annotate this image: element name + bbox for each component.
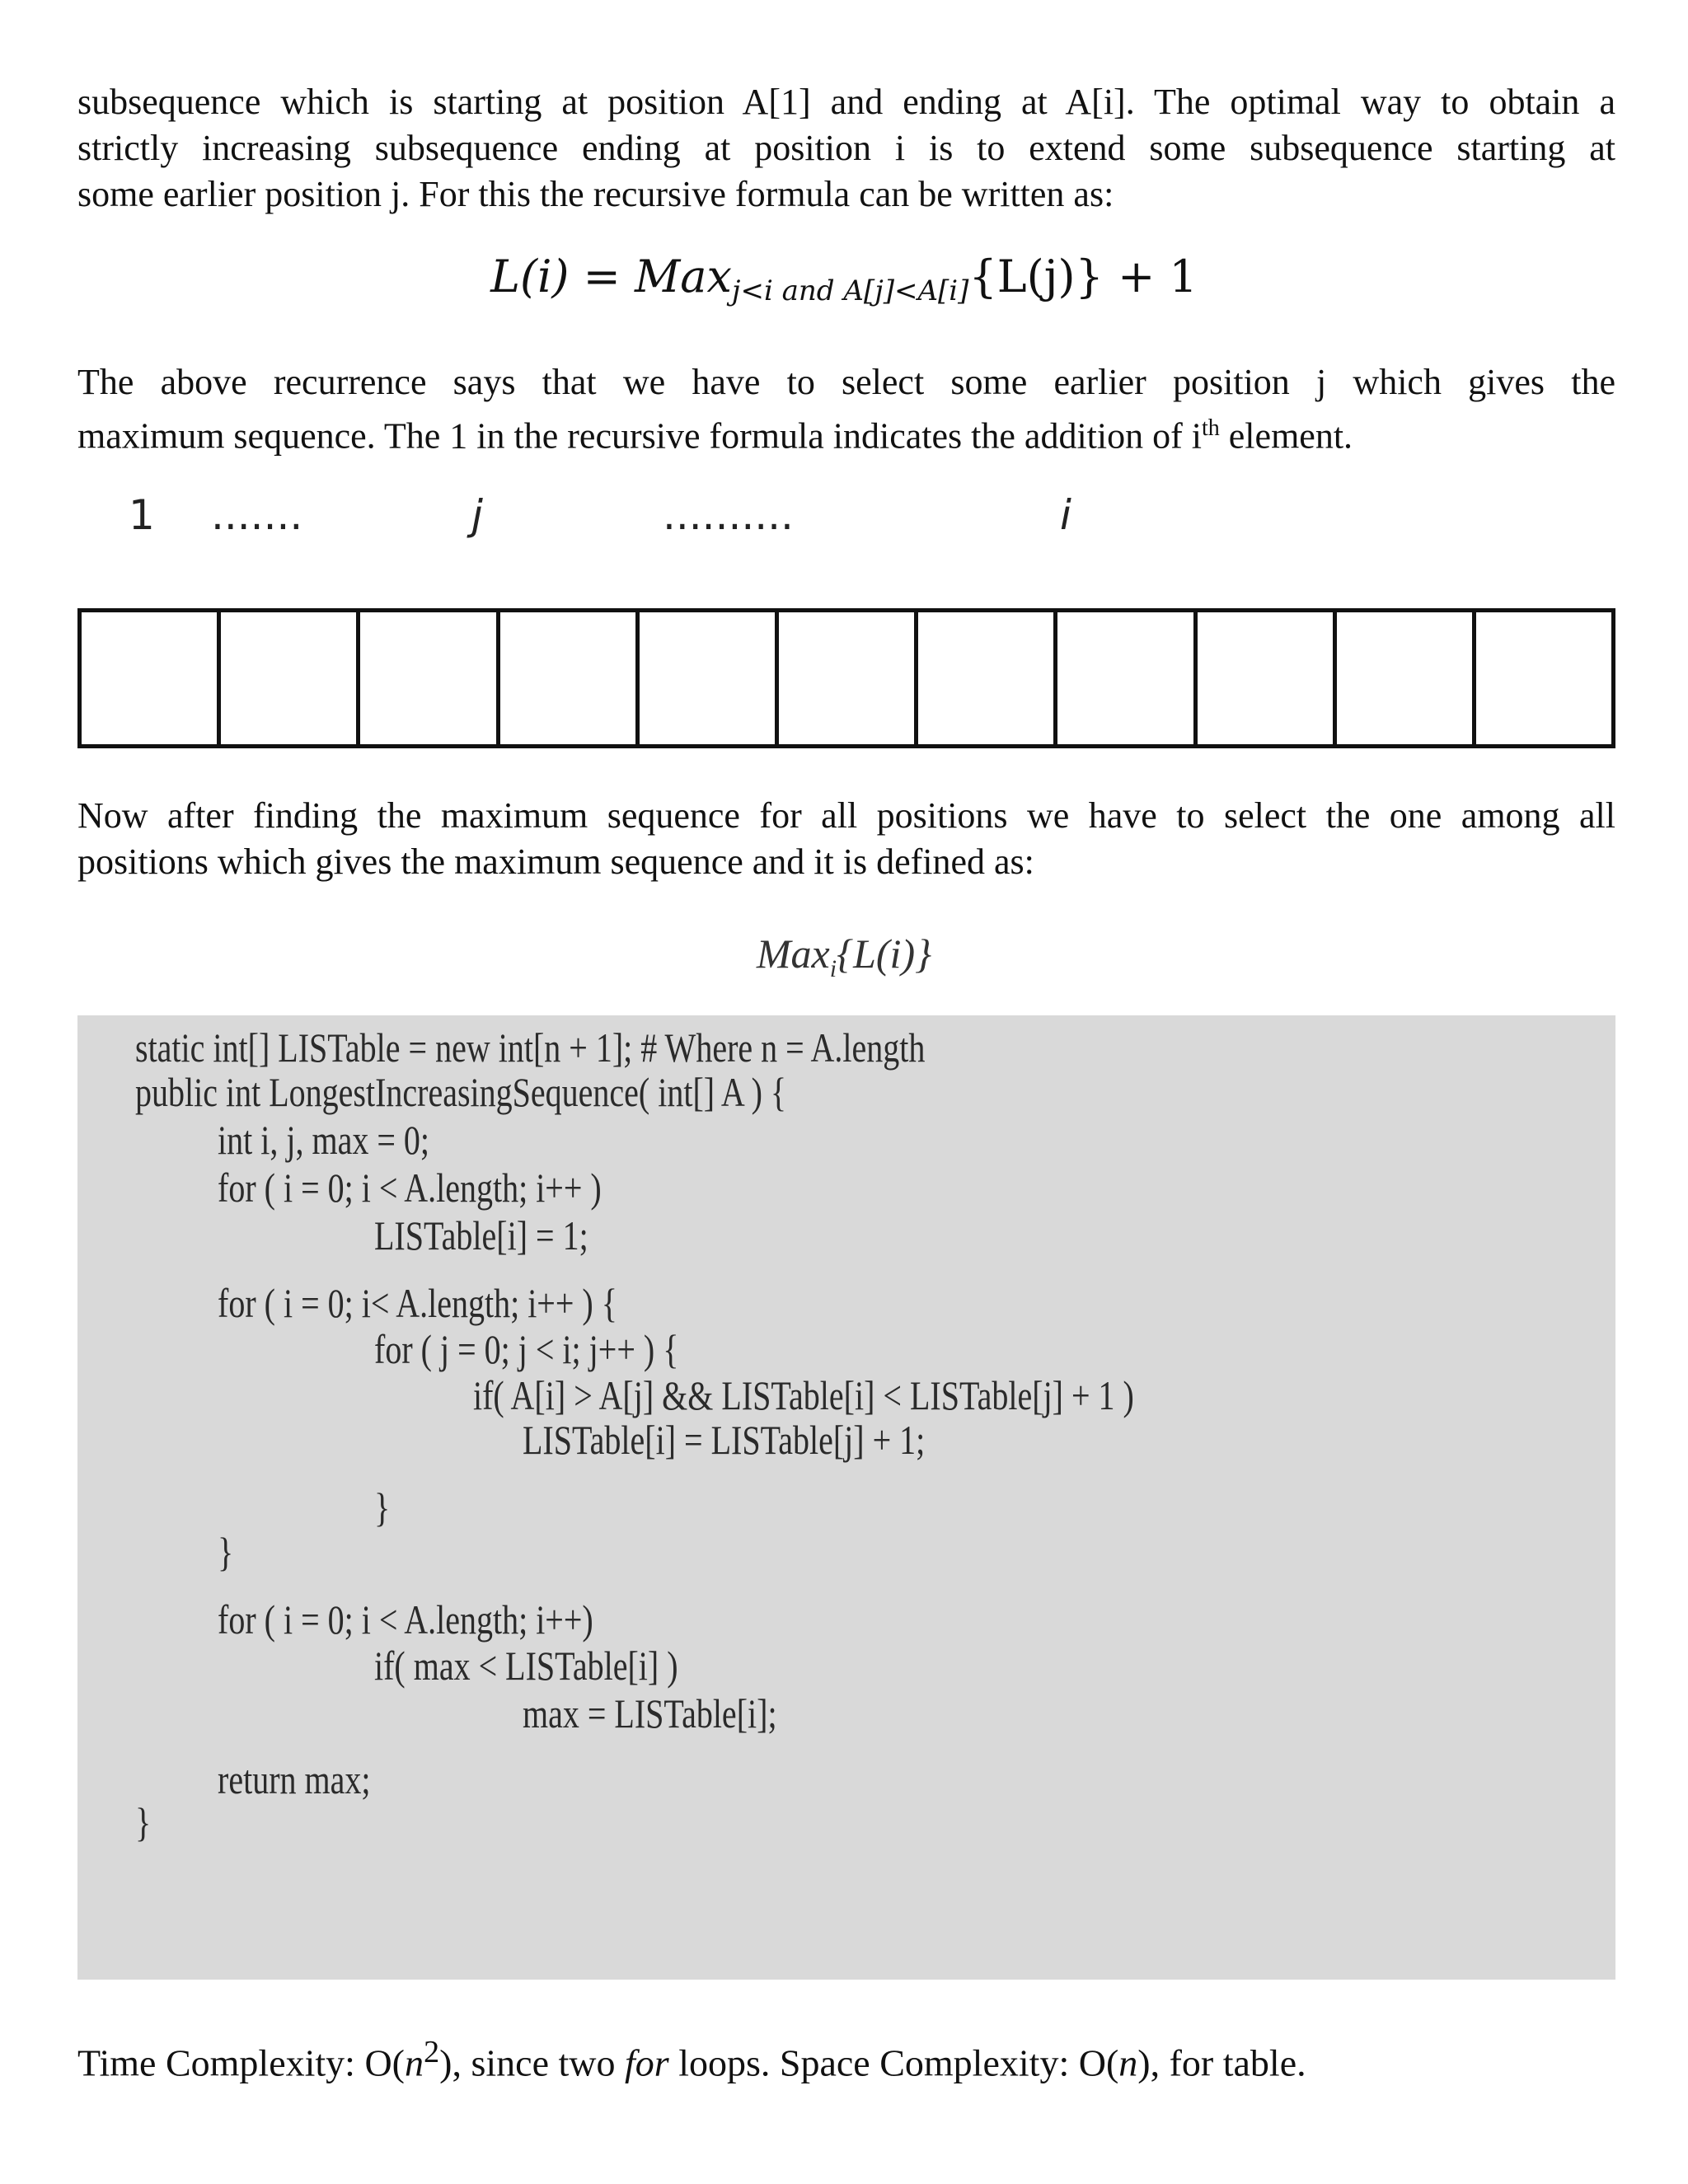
array-cell [1198, 612, 1337, 744]
complexity-statement [77, 2034, 1306, 2084]
code-line: } [135, 1799, 152, 1845]
formula-rhs: {L(j)} + 1 [968, 251, 1198, 302]
formula-subscript: j<i and A[j]<A[i] [731, 274, 969, 307]
label-i: i [1060, 491, 1071, 539]
code-line: return max; [218, 1756, 371, 1802]
code-line: int i, j, max = 0; [218, 1117, 429, 1163]
label-dots: ....... [211, 491, 303, 539]
text-line: strictly increasing subsequence ending at position i is to extend some subsequence starting at [77, 128, 1615, 168]
array-cell [500, 612, 640, 744]
array-cell [221, 612, 360, 744]
array-cell [779, 612, 918, 744]
text-fragment: ), since two [439, 2041, 626, 2084]
code-line: max = LISTable[i]; [523, 1690, 777, 1736]
superscript-2: 2 [424, 2035, 440, 2069]
array-diagram [77, 608, 1615, 748]
formula-lhs: L(i) = Max [490, 251, 732, 302]
label-first-index: 1 [129, 491, 155, 539]
array-cell [918, 612, 1057, 744]
array-cell [1476, 612, 1615, 744]
code-line: static int[] LISTable = new int[n + 1]; # Where n = A.length [135, 1024, 926, 1071]
text-fragment: n [405, 2041, 424, 2084]
text-fragment: n [1118, 2041, 1138, 2084]
code-line: for ( i = 0; i < A.length; i++ ) [218, 1165, 602, 1211]
superscript-th: th [1202, 415, 1220, 441]
code-line: } [218, 1529, 234, 1575]
code-line: LISTable[i] = 1; [374, 1212, 588, 1258]
array-cell [640, 612, 779, 744]
text-fragment: loops. Space Complexity: O( [668, 2041, 1119, 2084]
text-fragment: ), for table. [1137, 2041, 1306, 2084]
code-block [77, 1015, 1615, 1980]
text-line [77, 405, 1615, 460]
code-line: for ( j = 0; j < i; j++ ) { [374, 1326, 679, 1372]
text-line: subsequence which is starting at position A[1] and ending at A[i]. The optimal way to obtain a [77, 82, 1615, 122]
label-dots: .......... [663, 491, 794, 539]
paragraph-recurrence-intro [77, 79, 1615, 218]
text-line: positions which gives the maximum sequence and it is defined as: [77, 841, 1034, 882]
array-cell [1337, 612, 1476, 744]
max-arg: {L(i)} [837, 930, 932, 977]
code-line: if( A[i] > A[j] && LISTable[i] < LISTable[j] + 1 ) [473, 1372, 1134, 1418]
text-fragment: element. [1219, 415, 1353, 457]
array-cell [360, 612, 499, 744]
text-fragment: Time Complexity: O( [77, 2041, 405, 2084]
code-line: LISTable[i] = LISTable[j] + 1; [523, 1417, 926, 1463]
text-fragment: for [625, 2041, 669, 2084]
recurrence-formula [0, 251, 1688, 307]
paragraph-selection [77, 793, 1615, 885]
code-line: } [374, 1484, 391, 1530]
code-line: if( max < LISTable[i] ) [374, 1643, 678, 1689]
paragraph-recurrence-explanation [77, 359, 1615, 460]
text-line: some earlier position j. For this the recursive formula can be written as: [77, 174, 1114, 214]
max-subscript: i [829, 955, 837, 982]
code-line: public int LongestIncreasingSequence( int[] A ) { [135, 1069, 787, 1115]
text-fragment: maximum sequence. The 1 in the recursive formula indicates the addition of i [77, 415, 1202, 457]
text-line: The above recurrence says that we have to select some earlier position j which gives the [77, 362, 1615, 402]
code-line: for ( i = 0; i < A.length; i++) [218, 1596, 593, 1643]
text-line: Now after finding the maximum sequence for all positions we have to select the one among all [77, 795, 1615, 836]
max-base: Max [756, 930, 830, 977]
label-j: j [471, 491, 483, 539]
array-cell [1057, 612, 1197, 744]
array-cell [82, 612, 221, 744]
max-formula [0, 930, 1688, 983]
array-index-labels [0, 491, 1688, 549]
code-line: for ( i = 0; i< A.length; i++ ) { [218, 1280, 617, 1326]
